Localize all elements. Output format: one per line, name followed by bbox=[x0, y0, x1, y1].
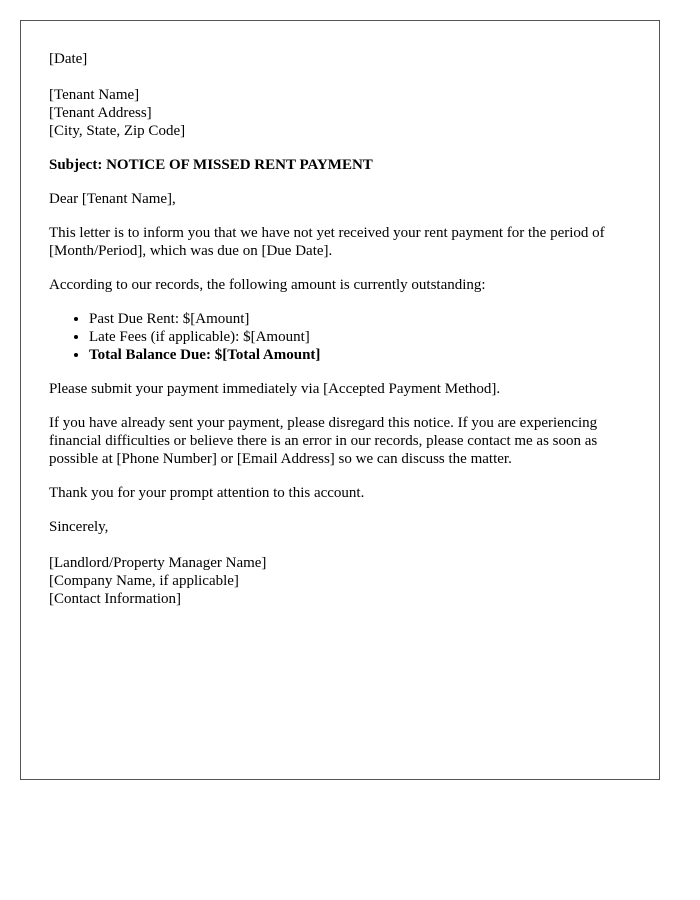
paragraph-outstanding: According to our records, the following amount is currently outstanding: bbox=[49, 277, 486, 293]
recipient-name: [Tenant Name] bbox=[49, 87, 140, 103]
paragraph-payment: Please submit your payment immediately via [Accepted Payment Method]. bbox=[49, 381, 501, 397]
closing: Sincerely, bbox=[49, 519, 109, 535]
signature-contact: [Contact Information] bbox=[49, 591, 182, 607]
charge-total-balance: • Total Balance Due: $[Total Amount] bbox=[89, 346, 631, 364]
recipient-address: [Tenant Address] bbox=[49, 105, 152, 121]
salutation: Dear [Tenant Name], bbox=[49, 191, 176, 207]
date-text: [Date] bbox=[49, 51, 88, 67]
subject-label: Subject: bbox=[49, 157, 103, 173]
paragraph-thanks: Thank you for your prompt attention to this account. bbox=[49, 485, 365, 501]
signature-name: [Landlord/Property Manager Name] bbox=[49, 555, 267, 571]
charge-past-due-rent: • Past Due Rent: $[Amount] bbox=[89, 310, 631, 328]
paragraph-disregard: If you have already sent your payment, please disregard this notice. If you are experiencing financial difficulties or believe there is an error in our records, please contact me as soon as possible at [Phone Number] or [Email Address] so we can discuss the matter. bbox=[49, 415, 598, 467]
signature-block bbox=[49, 554, 631, 608]
subject-line bbox=[49, 156, 631, 174]
letter-date bbox=[49, 50, 631, 68]
recipient-address-block bbox=[49, 86, 631, 140]
signature-company: [Company Name, if applicable] bbox=[49, 573, 239, 589]
paragraph-intro: This letter is to inform you that we have not yet received your rent payment for the period of [Month/Period], which was due on [Due Date]. bbox=[49, 225, 605, 259]
subject-text: NOTICE OF MISSED RENT PAYMENT bbox=[106, 157, 373, 173]
letter-page bbox=[20, 20, 660, 780]
recipient-city-state-zip: [City, State, Zip Code] bbox=[49, 123, 186, 139]
charges-list bbox=[49, 310, 631, 364]
charge-late-fees: • Late Fees (if applicable): $[Amount] bbox=[89, 328, 631, 346]
